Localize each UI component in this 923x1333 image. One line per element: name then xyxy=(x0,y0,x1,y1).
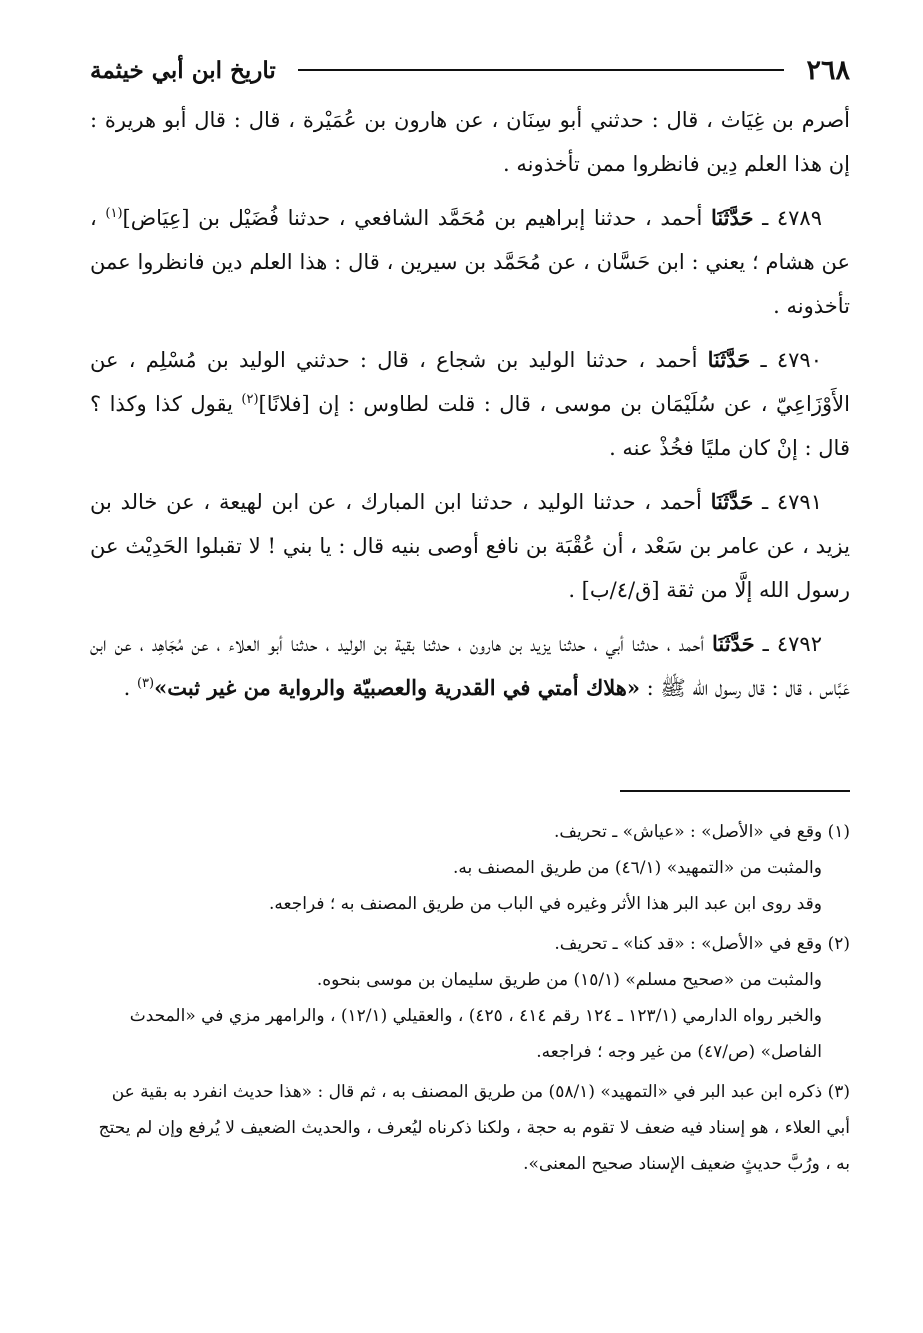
footnote-line: (٢) وقع في «الأصل» : «قد كنا» ـ تحريف. xyxy=(554,934,850,954)
hadith-number: ٤٧٩٠ ـ xyxy=(760,348,822,372)
haddathana-word: حَدَّثَنَا xyxy=(710,205,754,230)
prophet-quote: «هلاك أمتي في القدرية والعصبيّة والرواية من غير ثبت» xyxy=(154,675,640,700)
header-rule xyxy=(298,69,785,71)
hadith-text: أحمد ، حدثنا إبراهيم بن مُحَمَّد الشافعي ، حدثنا فُضَيْل بن [عِيَاض] xyxy=(122,206,703,230)
intro-paragraph: أصرم بن غِيَاث ، قال : حدثني أبو سِنَان ، عن هارون بن عُمَيْرة ، قال : قال أبو هريرة : إن هذا العلم دِين فانظروا ممن تأخذونه . xyxy=(90,108,850,176)
hadith-number: ٤٧٩١ ـ xyxy=(761,490,822,514)
hadith-4791 xyxy=(90,480,850,612)
footnote-line: (٣) ذكره ابن عبد البر في «التمهيد» (٥٨/١) من طريق المصنف به ، ثم قال : «هذا حديث انفرد به بقية عن أبي العلاء ، هو إسناد فيه ضعف لا تقوم به حجة ، ولكنا ذكرناه ليُعرف ، والحديث الضعيف لا يُرفع وإن لم يحتج به ، ورُبَّ حديثٍ ضعيف الإسناد صحيح المعنى». xyxy=(98,1082,850,1174)
footnote-line: (١) وقع في «الأصل» : «عياش» ـ تحريف. xyxy=(554,822,850,842)
footnote-line: والخبر رواه الدارمي (١٢٣/١ ـ ١٢٤ رقم ٤١٤ ، ٤٢٥) ، والعقيلي (١٢/١) ، والرامهر مزي في «المحدث الفاصل» (ص/٤٧) من غير وجه ؛ فراجعه. xyxy=(129,1006,822,1062)
hadith-text: أحمد ، حدثنا أبي ، حدثنا يزيد بن هارون ، حدثنا بقية بن الوليد ، حدثنا أبو العلاء ، عن مُجَاهِد ، عن ابن عَبَّاس ، قال : قال رسول الله ﷺ : xyxy=(90,632,850,700)
hadith-4792 xyxy=(90,622,850,710)
footnote-marker: (١) xyxy=(105,206,123,221)
hadith-4789 xyxy=(90,196,850,328)
hadith-text: أحمد ، حدثنا الوليد ، حدثنا ابن المبارك ، عن ابن لهيعة ، عن خالد بن يزيد ، عن عامر بن سَعْد ، أن عُقْبَة بن نافع أوصى بنيه قال : يا بني ! لا تقبلوا الحَدِيْث عن رسول الله إلَّا من ثقة [ق/٤/ب] . xyxy=(90,490,850,602)
footnote-line: والمثبت من «صحيح مسلم» (١٥/١) من طريق سليمان بن موسى بنحوه. xyxy=(316,970,822,990)
footnote-3 xyxy=(90,1074,850,1182)
hadith-number: ٤٧٩٢ ـ xyxy=(762,632,822,656)
hadith-text: ، عن هشام ؛ يعني : ابن حَسَّان ، عن مُحَمَّد بن سيرين ، قال : هذا العلم دين فانظروا عمن تأخذونه . xyxy=(90,206,850,318)
footnote-separator xyxy=(620,790,850,792)
main-text xyxy=(90,98,850,710)
hadith-text: يقول كذا وكذا ؟ قال : إنْ كان مليًا فخُذْ عنه . xyxy=(90,392,850,460)
page-number: ٢٦٨ xyxy=(806,54,850,86)
running-title: تاريخ ابن أبي خيثمة xyxy=(90,56,276,84)
sentence-end: . xyxy=(123,676,131,700)
hadith-4790 xyxy=(90,338,850,470)
footnote-line: وقد روى ابن عبد البر هذا الأثر وغيره في الباب من طريق المصنف به ؛ فراجعه. xyxy=(269,894,822,914)
book-page xyxy=(90,48,850,1186)
hadith-number: ٤٧٨٩ ـ xyxy=(762,206,822,230)
haddathana-word: حَدَّثَنَا xyxy=(710,489,754,514)
footnote-2 xyxy=(90,926,850,1070)
page-header xyxy=(90,48,850,92)
haddathana-word: حَدَّثَنَا xyxy=(712,631,755,656)
hadith-text: أحمد ، حدثنا الوليد بن شجاع ، قال : حدثني الوليد بن مُسْلِم ، عن الأَوْزَاعِيّ ، عن سُلَيْمَان بن موسى ، قال : قلت لطاوس : إن [فلانًا] xyxy=(90,348,850,416)
footnote-line: والمثبت من «التمهيد» (٤٦/١) من طريق المصنف به. xyxy=(452,858,822,878)
footnote-marker: (٢) xyxy=(241,392,259,407)
footnotes xyxy=(90,814,850,1182)
haddathana-word: حَدَّثَنَا xyxy=(707,347,751,372)
footnote-1 xyxy=(90,814,850,922)
footnote-marker: (٣) xyxy=(136,676,155,691)
